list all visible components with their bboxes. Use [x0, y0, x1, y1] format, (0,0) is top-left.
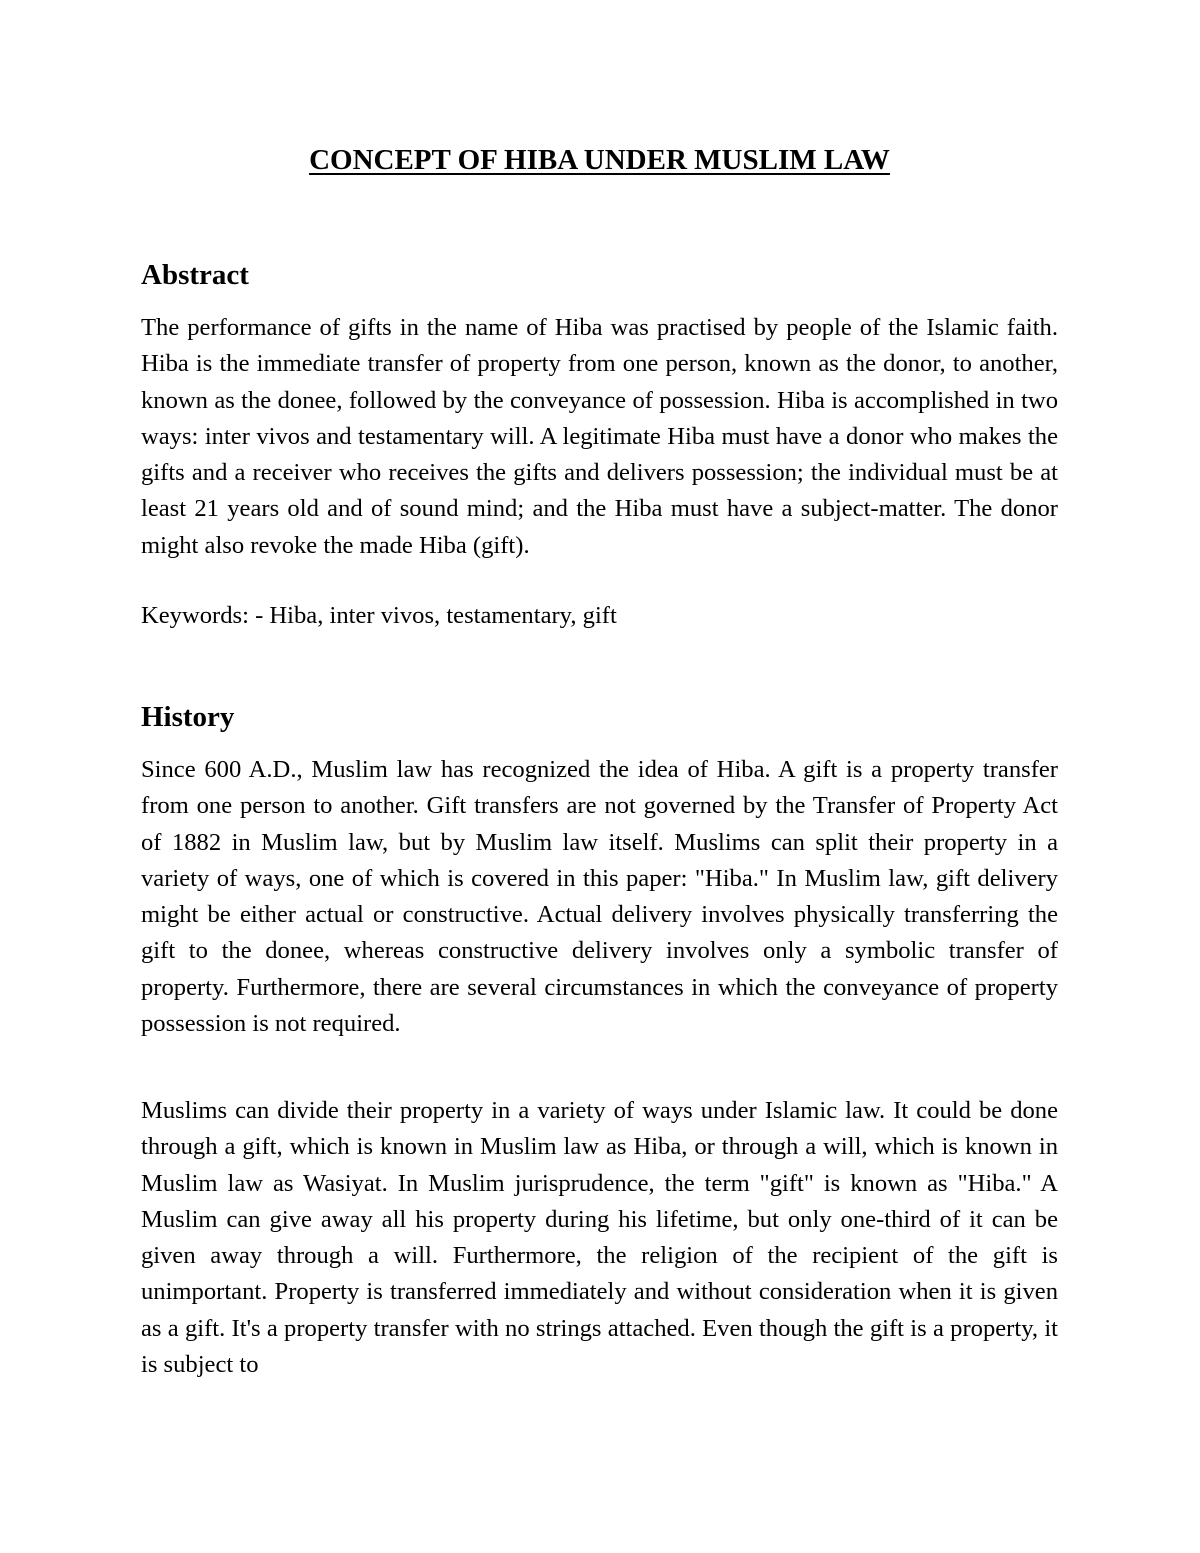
- abstract-text: The performance of gifts in the name of Hiba was practised by people of the Islamic faith. Hiba is the immediate transfer of property from one person, known as the donor, to another, known as the donee, followed by the conveyance of possession. Hiba is accomplished in two ways: inter vivos and testamentary will. A legitimate Hiba must have a donor who makes the gifts and a receiver who receives the gifts and delivers possession; the individual must be at least 21 years old and of sound mind; and the Hiba must have a subject-matter. The donor might also revoke the made Hiba (gift).: [141, 314, 1058, 559]
- abstract-heading: Abstract: [141, 259, 249, 291]
- history-paragraph-1: Since 600 A.D., Muslim law has recognized the idea of Hiba. A gift is a property transfer from one person to another. Gift transfers are not governed by the Transfer of Property Act of 1882 in Muslim law, but by Muslim law itself. Muslims can split their property in a variety of ways, one of which is covered in this paper: "Hiba." In Muslim law, gift delivery might be either actual or constructive. Actual delivery involves physically transferring the gift to the donee, whereas constructive delivery involves only a symbolic transfer of property. Furthermore, there are several circumstances in which the conveyance of property possession is not required.: [141, 756, 1058, 1038]
- document-title: CONCEPT OF HIBA UNDER MUSLIM LAW: [309, 144, 890, 176]
- history-paragraph-2: Muslims can divide their property in a variety of ways under Islamic law. It could be done through a gift, which is known in Muslim law as Hiba, or through a will, which is known in Muslim law as Wasiyat. In Muslim jurisprudence, the term "gift" is known as "Hiba." A Muslim can give away all his property during his lifetime, but only one-third of it can be given away through a will. Furthermore, the religion of the recipient of the gift is unimportant. Property is transferred immediately and without consideration when it is given as a gift. It's a property transfer with no strings attached. Even though the gift is a property, it is subject to: [141, 1097, 1058, 1379]
- history-heading: History: [141, 701, 235, 733]
- keywords-line: Keywords: - Hiba, inter vivos, testamentary, gift: [141, 602, 617, 629]
